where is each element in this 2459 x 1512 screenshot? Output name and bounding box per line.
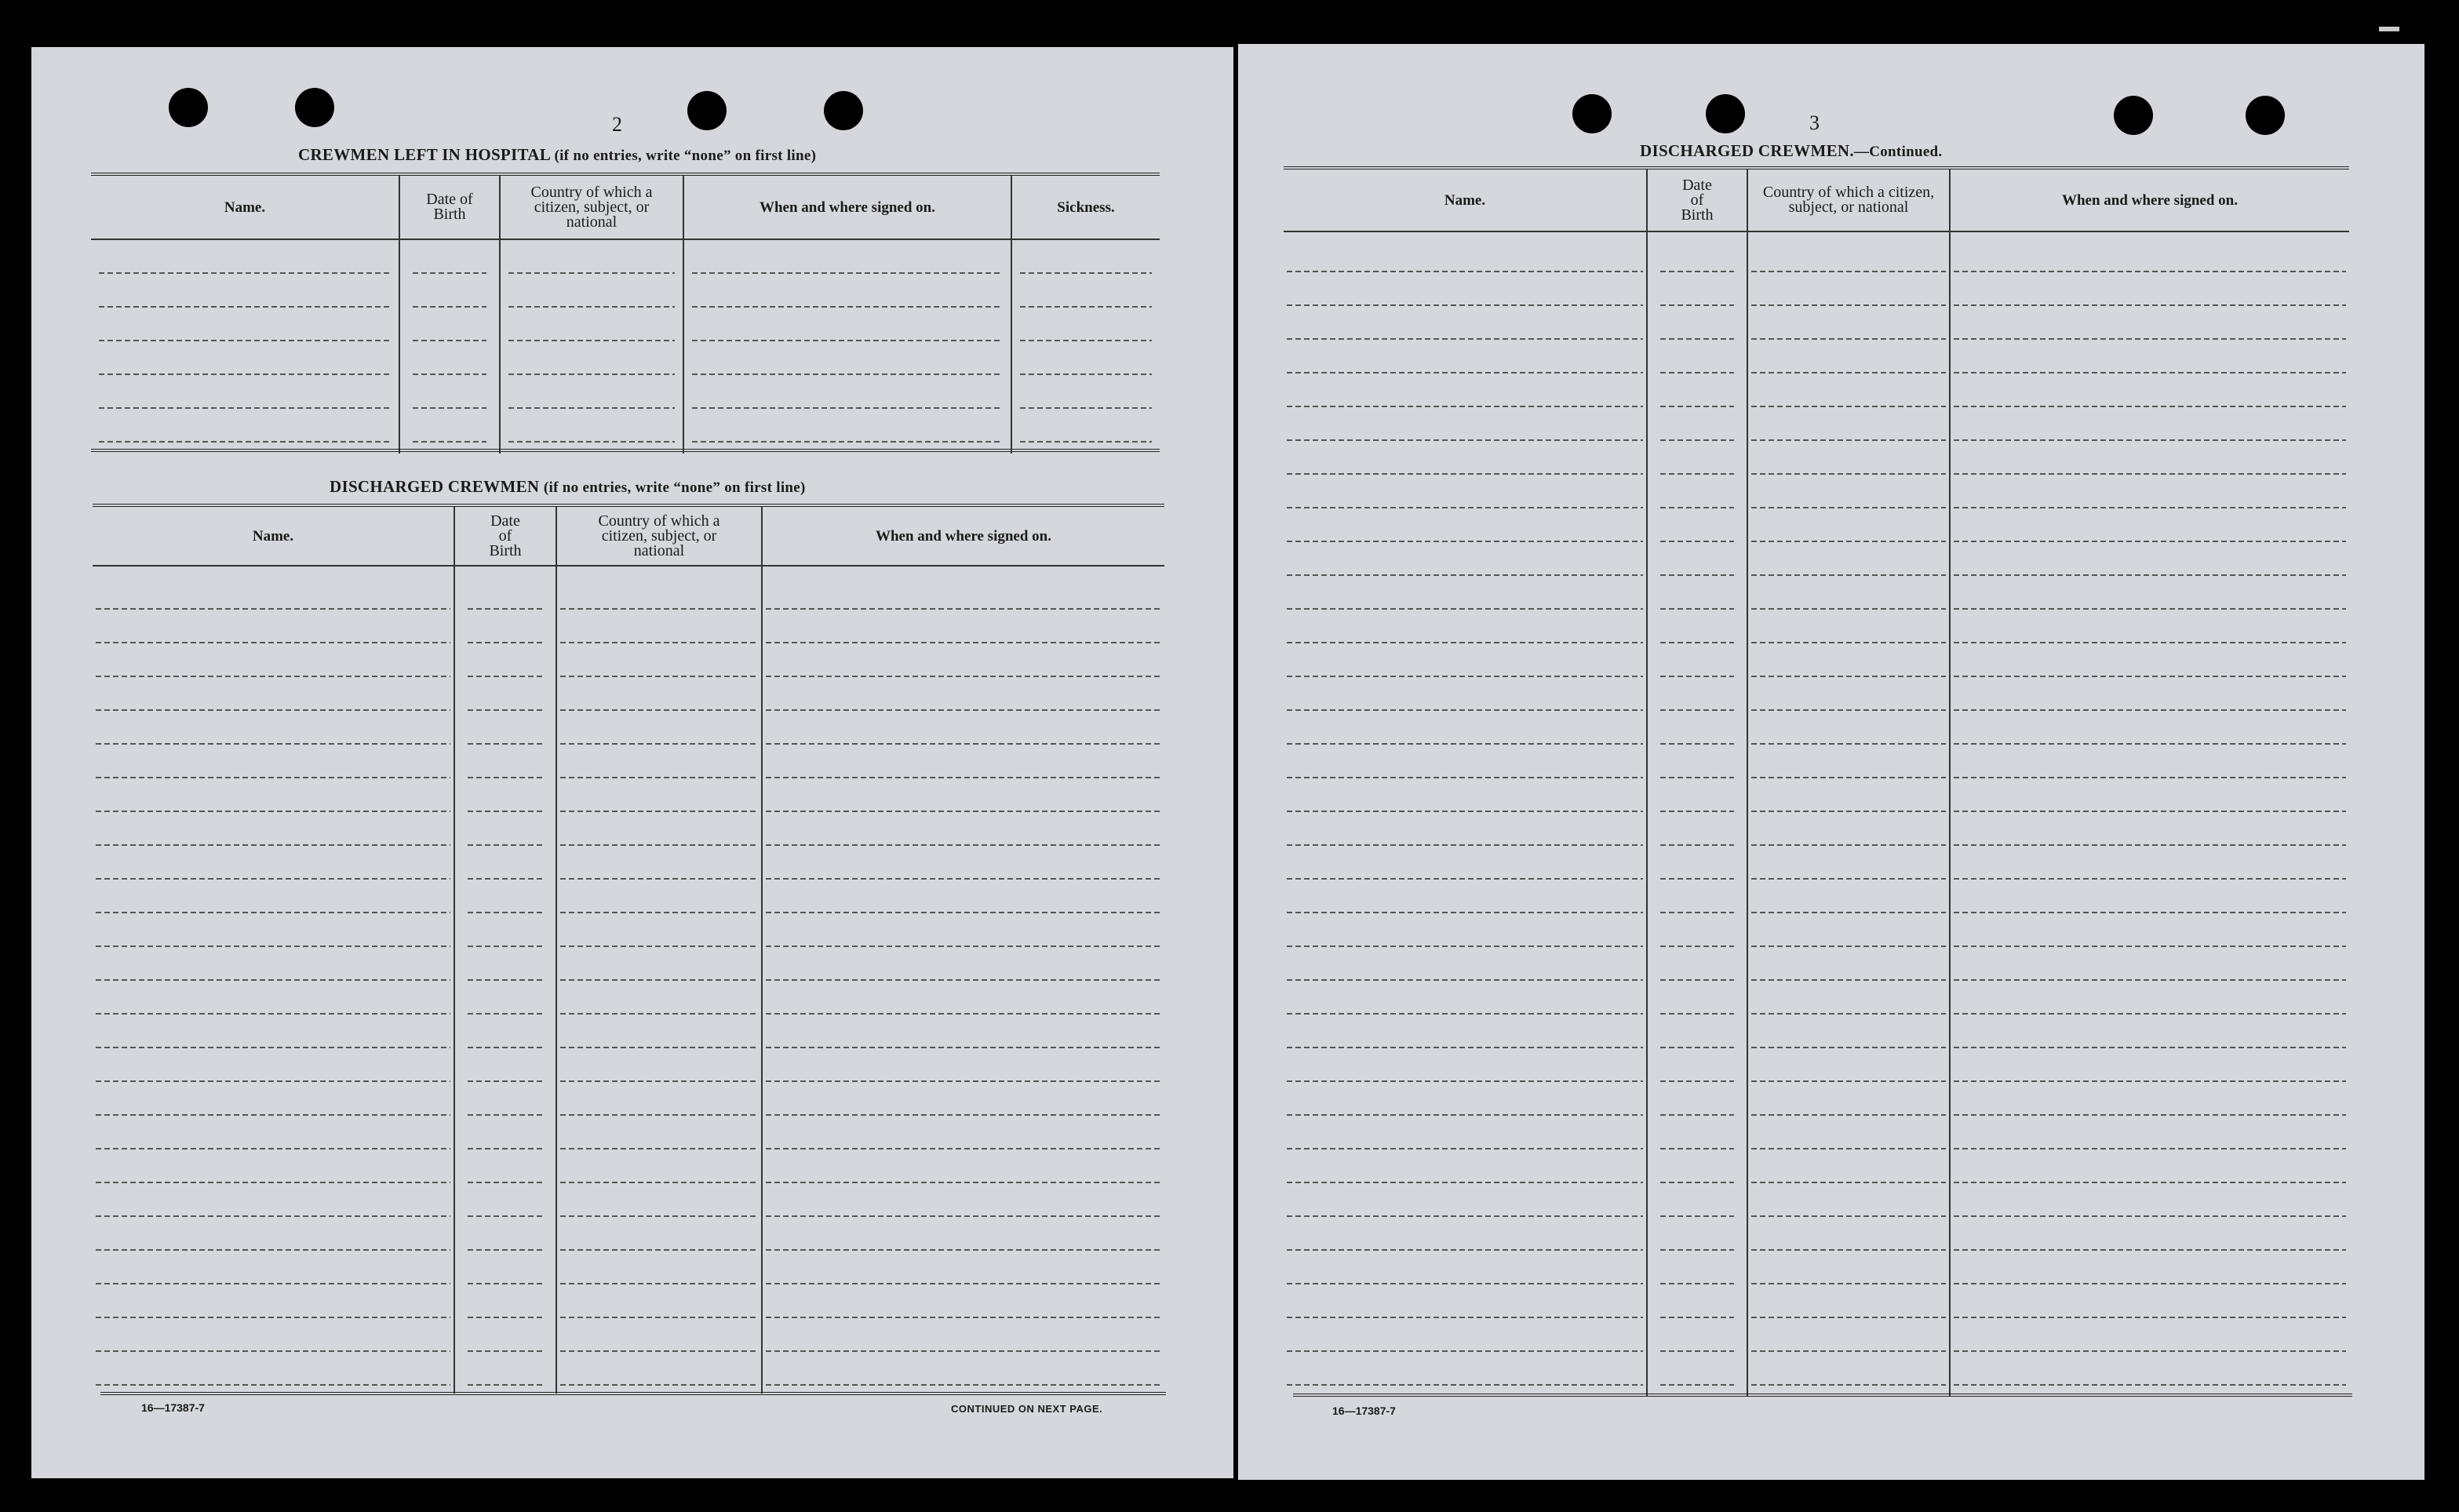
name-column-lines[interactable] [93,567,455,1394]
hospital-title-text: CREWMEN LEFT IN HOSPITAL [298,145,550,164]
col-header-date-of-birth: Date of Birth [400,176,501,239]
hospital-table-bottom-rule [91,449,1160,452]
discharged-table-body [93,567,1164,1394]
punch-hole [295,88,334,127]
punch-hole [2114,96,2153,135]
discharged-table-bottom-rule [100,1392,1166,1395]
discharged-continued-body [1284,232,2349,1397]
discharged-continued-header [1284,169,2349,232]
col-header-signed-on: When and where signed on. [2061,191,2238,209]
discharged-instruction: (if no entries, write “none” on first line) [543,479,806,496]
page-number: 3 [1809,111,1820,134]
signed-on-column-lines[interactable] [684,240,1012,454]
dob-column-lines[interactable] [455,567,557,1394]
discharged-table-header [93,507,1164,567]
discharged-title-text: DISCHARGED CREWMEN [330,477,540,496]
right-page [1238,44,2424,1480]
col-header-date-of-birth: Date of Birth [1648,169,1748,231]
dob-column-lines[interactable] [400,240,501,454]
col-header-sickness: Sickness. [1057,199,1115,216]
continued-note: CONTINUED ON NEXT PAGE. [951,1403,1103,1415]
page-number: 2 [612,113,622,136]
discharged-continued-table [1284,166,2349,1397]
col-header-name: Name. [1284,169,1648,231]
col-header-country: Country of which a citizen, subject, or national [557,507,763,565]
discharged-continued-title [1640,141,1942,161]
hospital-table-body [91,240,1160,454]
col-header-name: Name. [93,507,455,565]
col-header-signed-on: When and where signed on. [684,176,1012,239]
hospital-table [91,173,1160,454]
left-page [31,47,1233,1478]
country-column-lines[interactable] [557,567,763,1394]
col-header-date-of-birth: Date of Birth [455,507,557,565]
punch-hole [1706,94,1745,133]
form-code: 16—17387-7 [1332,1405,1396,1417]
country-column-lines[interactable] [501,240,684,454]
dob-column-lines[interactable] [1648,232,1748,1397]
discharged-table [93,504,1164,1394]
form-code: 16—17387-7 [141,1401,205,1414]
continued-suffix: —Continued. [1853,144,1943,160]
discharged-section-title [330,477,806,497]
name-column-lines[interactable] [91,240,400,454]
country-column-lines[interactable] [1748,232,1951,1397]
hospital-instruction: (if no entries, write “none” on first line) [554,148,817,164]
signed-on-column-lines[interactable] [763,567,1164,1394]
col-header-country: Country of which a citizen, subject, or national [501,176,684,239]
punch-hole [687,91,727,130]
signed-on-column-lines[interactable] [1951,232,2349,1397]
discharged-continued-title-text: DISCHARGED CREWMEN. [1640,141,1854,160]
col-header-name: Name. [91,176,400,239]
col-header-country: Country of which a citizen, subject, or national [1748,169,1951,231]
col-header-signed-on: When and where signed on. [875,527,1051,545]
punch-hole [169,88,208,127]
hospital-table-header [91,176,1160,240]
hospital-section-title [298,145,816,165]
punch-hole [824,91,863,130]
name-column-lines[interactable] [1284,232,1648,1397]
punch-hole [2246,96,2285,135]
corner-mark [2379,27,2399,31]
punch-hole [1572,94,1612,133]
right-table-bottom-rule [1293,1394,2352,1397]
sickness-column-lines[interactable] [1012,240,1160,454]
